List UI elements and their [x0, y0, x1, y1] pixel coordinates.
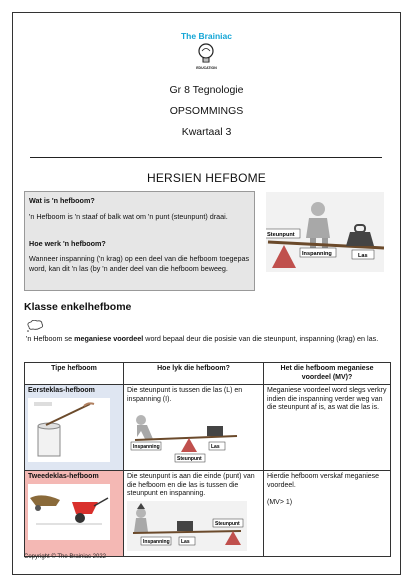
fulcrum-label: Steunpunt: [267, 232, 295, 238]
lightbulb-logo-icon: [196, 42, 216, 68]
effort-label: Inspanning: [302, 251, 332, 257]
mechanical-advantage-intro: 'n Hefboom se meganiese voordeel word bepaal deur die posisie van die steunpunt, inspanning (krag) en las.: [26, 334, 379, 343]
second-class-name: Tweedeklas-hefboom: [28, 472, 99, 480]
first-class-diagram: [127, 406, 247, 464]
load-label: Las: [181, 538, 190, 545]
first-class-name-cell: [25, 385, 124, 471]
answer-what-is-lever: 'n Hefboom is 'n staaf of balk wat om 'n punt (steunpunt) draai.: [29, 212, 228, 221]
mechanical-advantage-term: meganiese voordeel: [74, 334, 144, 343]
table-row: [25, 470, 391, 556]
answer-how-lever-works: Wanneer inspanning ('n krag) op een deel van die hefboom toegepas word, kan dit 'n las (by 'n ander deel van die hefboom beweeg.: [29, 254, 250, 273]
term-title: Kwartaal 3: [181, 126, 232, 138]
section-title: HERSIEN HEFBOME: [146, 171, 266, 185]
fulcrum-label: Steunpunt: [177, 456, 202, 463]
first-class-desc-cell: [124, 385, 264, 471]
load-label: Las: [358, 253, 368, 259]
first-class-name: Eersteklas-hefboom: [28, 387, 95, 395]
question-how-lever-works: Hoe werk 'n hefboom?: [29, 239, 106, 248]
first-class-description: Die steunpunt is tussen die las (L) en inspanning (I).: [127, 387, 243, 403]
intro-definition-box: [24, 191, 255, 291]
table-header-row: [25, 363, 391, 385]
question-what-is-lever: Wat is 'n hefboom?: [29, 196, 95, 205]
fulcrum-label: Steunpunt: [215, 520, 240, 527]
second-class-name-cell: [25, 470, 124, 556]
first-class-mv-cell: [264, 385, 391, 471]
wheelbarrow-lever-image: [28, 484, 110, 540]
second-class-mv: Hierdie hefboom verskaf meganiese voordeel.: [267, 472, 380, 489]
table-header: Hoe lyk die hefboom?: [124, 363, 264, 385]
second-class-description: Die steunpunt is aan die einde (punt) van die hefboom en die las is tussen die steunpunt en inspanning.: [127, 472, 255, 498]
lever-illustration: [266, 192, 384, 272]
lever-classes-table: [24, 362, 391, 557]
second-class-mv-cell: [264, 470, 391, 556]
divider: [30, 157, 382, 158]
brand-name: The Brainiac: [180, 31, 233, 41]
effort-label: Inspanning: [133, 444, 160, 451]
second-class-desc-cell: [124, 470, 264, 556]
second-class-diagram: [127, 501, 247, 551]
copyright-footer: Copyright © The Brainiac 2022: [24, 554, 107, 560]
first-class-mv: Meganiese voordeel word slegs verkry indien die inspanning verder weg van die steunpunt af is, as wat die las is.: [267, 387, 387, 412]
grade-title: Gr 8 Tegnologie: [169, 84, 244, 96]
table-row: [25, 385, 391, 471]
second-class-mv-note: (MV> 1): [267, 499, 293, 507]
classes-title: Klasse enkelhefbome: [24, 301, 132, 313]
table-header: Tipe hefboom: [25, 363, 124, 385]
effort-label: Inspanning: [143, 538, 170, 545]
logo-tagline: EDUCATION: [196, 66, 217, 70]
table-header: Het die hefboom meganiese voordeel (MV)?: [264, 363, 391, 385]
doc-type-title: OPSOMMINGS: [169, 105, 244, 117]
thought-bubble-icon: [26, 320, 44, 332]
load-label: Las: [211, 444, 220, 451]
paint-tin-lever-image: [28, 398, 110, 462]
